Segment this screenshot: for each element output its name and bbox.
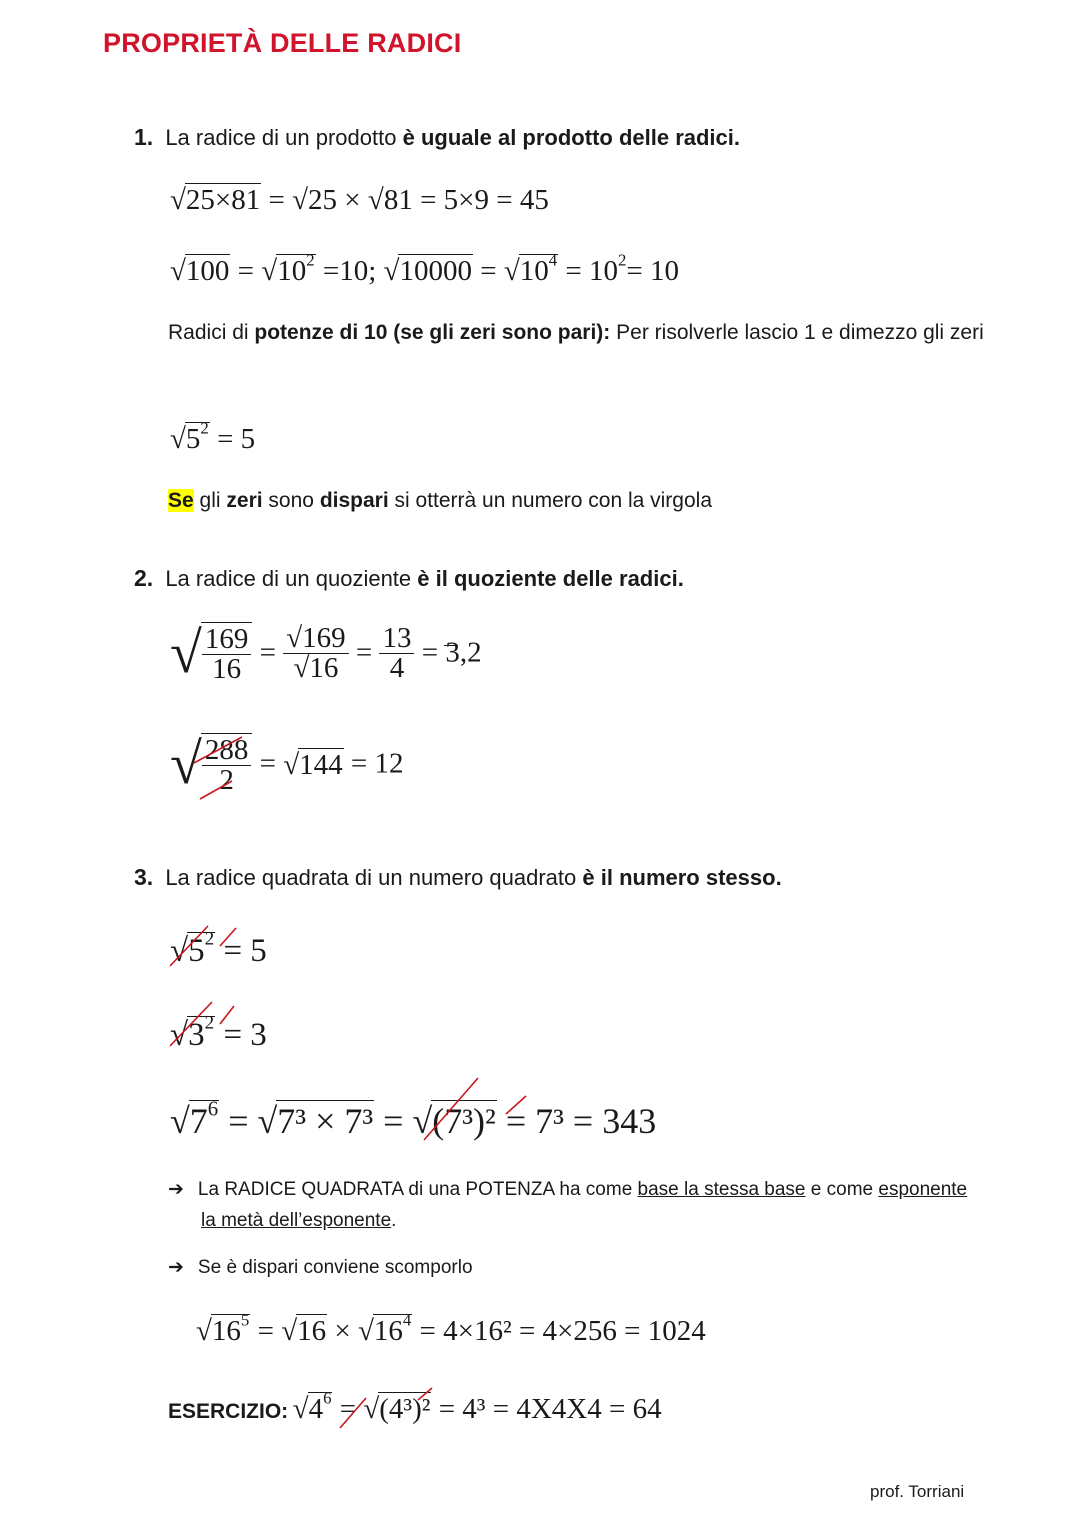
radical: $√10^4$ [503,250,558,287]
equation-sixteen-power: $√16^5 = √16 \times √16^4 = 4\times 16^2 = 4\times 256 = 1024$ [196,1310,706,1347]
arrow-right-icon: ➔ [168,1179,184,1200]
radical: √16 [281,1315,327,1347]
equation-powers-of-ten: $√100 = √10^2 =10$; $√10000 = √10^4 = 10^2= 10$ [170,250,680,287]
radical: √ $\frac{288}{2}$ [170,733,252,795]
radical: $√4^6$ [292,1388,332,1425]
radical: $√16^5$ [196,1310,250,1347]
cancel-marks [420,1074,540,1144]
section-1-heading [134,124,740,151]
cancel-marks [192,735,252,805]
odd-zeros-note: Se gli zeri sono dispari si otterrà un numero con la virgola [168,489,713,512]
section-lead: La radice quadrata di un numero quadrato [165,865,577,890]
arrow-right-icon: ➔ [168,1257,184,1278]
equation-seven-power: $√7^6 = √7^3 \times 7^3 = √(7^3)^2 = 7^3 = 343$ [170,1096,657,1141]
highlight: Se [168,489,194,512]
odd-bullet: ➔ Se è dispari conviene scomporlo [168,1257,473,1278]
author-signature: prof. Torriani [870,1482,965,1501]
radical: √144 [283,749,343,781]
radical: √10000 [383,255,472,287]
equation-five-squared: $√5^2 = 5$ [170,418,256,455]
equation-rest: = √25 × √81 = 5×9 = 45 [268,184,549,216]
section-lead: La radice di un quoziente [165,566,412,591]
exercise-label: ESERCIZIO: [168,1400,289,1423]
section-lead: La radice di un prodotto [165,125,397,150]
cancel-marks [168,922,248,972]
page-title: PROPRIETÀ DELLE RADICI [103,28,462,58]
radical: √(7³)² [412,1101,496,1141]
cancel-marks [168,996,248,1052]
radical: $√3^2$ [170,1012,215,1053]
section-number: 2. [134,565,154,591]
section-3-heading [134,864,782,891]
equation-quotient: √ $\frac{169}{16}$ = $\frac{√169}{√16}$ = $\frac{13}{4}$ = 3,2 [170,620,482,685]
equation-sqrt-3-squared: $√3^2 = 3$ [170,1012,267,1053]
radical: $√16^4$ [357,1310,412,1347]
section-bold: è uguale al prodotto delle radici. [402,125,740,150]
radical: √25×81 [170,184,261,216]
equation-sqrt-5-squared: $√5^2 = 5$ [170,928,267,969]
exercise: ESERCIZIO: $√4^6 = √(4^3)^2 = 4^3 = 4X4X4 = 64$ [168,1388,662,1425]
section-bold: è il numero stesso. [582,865,782,890]
radical: $√10^2$ [261,250,315,287]
section-number: 3. [134,864,154,890]
powers-of-ten-note: Radici di potenze di 10 (se gli zeri sono pari): Per risolverle lascio 1 e dimezzo gli zeri [168,321,984,344]
radical: $√5^2$ [170,418,209,455]
equation-288-over-2: √ $\frac{288}{2}$ = √144 = 12 [170,731,404,796]
radical: √7³ × 7³ [257,1101,374,1141]
radical: √ $\frac{169}{16}$ [170,622,252,684]
repeating-bar [444,645,458,646]
radical: √(4³)² [363,1393,431,1425]
cancel-marks [338,1384,448,1434]
section-2-heading [134,565,684,592]
rule-bullet: ➔ La RADICE QUADRATA di una POTENZA ha come base la stessa base e come esponente la metà dell’esponente. [168,1179,968,1231]
section-number: 1. [134,124,154,150]
radical: $√5^2$ [170,928,215,969]
radical: √100 [170,255,230,287]
section-bold: è il quoziente delle radici. [417,566,684,591]
equation-product-roots [170,183,549,215]
radical: $√7^6$ [170,1096,219,1141]
